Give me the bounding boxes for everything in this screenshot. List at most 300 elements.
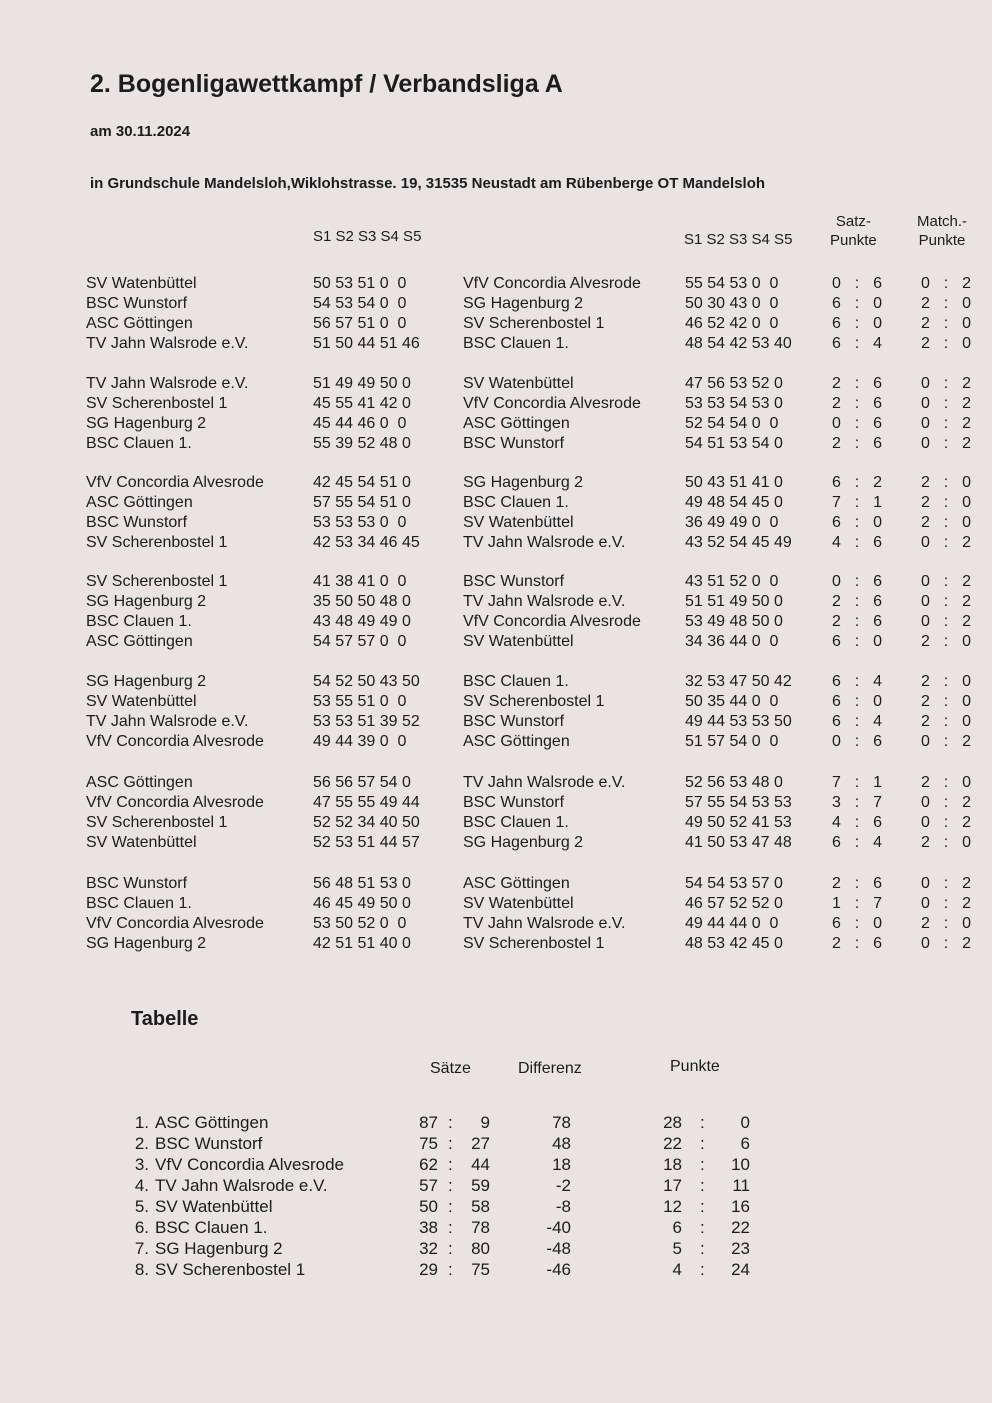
match-punkte-separator: : bbox=[943, 474, 949, 491]
away-team: BSC Clauen 1. bbox=[463, 494, 569, 511]
match-punkte-separator: : bbox=[943, 895, 949, 912]
satz-punkte bbox=[832, 633, 882, 651]
satz-punkte bbox=[832, 895, 882, 913]
match-row bbox=[0, 935, 992, 955]
satz-punkte-away: 6 bbox=[873, 395, 882, 412]
match-punkte-away: 0 bbox=[962, 633, 971, 650]
satz-punkte-home: 6 bbox=[832, 834, 841, 851]
home-team: TV Jahn Walsrode e.V. bbox=[86, 375, 249, 392]
match-punkte-separator: : bbox=[943, 593, 949, 610]
satz-punkte-away: 6 bbox=[873, 375, 882, 392]
match-punkte bbox=[921, 895, 971, 913]
match-punkte-home: 2 bbox=[921, 693, 930, 710]
away-team: SV Scherenbostel 1 bbox=[463, 693, 605, 710]
saetze-lost: 44 bbox=[471, 1155, 490, 1174]
away-set-scores: 52 54 54 0 0 bbox=[685, 415, 779, 432]
saetze-separator: : bbox=[448, 1176, 453, 1195]
saetze-lost: 78 bbox=[471, 1218, 490, 1237]
away-set-scores: 36 49 49 0 0 bbox=[685, 514, 779, 531]
match-row bbox=[0, 534, 992, 554]
satz-punkte-away: 1 bbox=[873, 494, 882, 511]
match-punkte-home: 0 bbox=[921, 935, 930, 952]
satz-punkte-separator: : bbox=[854, 875, 860, 892]
away-set-scores: 48 53 42 45 0 bbox=[685, 935, 783, 952]
satz-punkte bbox=[832, 774, 882, 792]
match-punkte-away: 0 bbox=[962, 713, 971, 730]
match-punkte-away: 2 bbox=[962, 534, 971, 551]
home-team: SV Watenbüttel bbox=[86, 275, 197, 292]
home-team: SG Hagenburg 2 bbox=[86, 935, 207, 952]
satz-punkte bbox=[832, 534, 882, 552]
away-set-scores: 46 52 42 0 0 bbox=[685, 315, 779, 332]
match-row bbox=[0, 814, 992, 834]
team-name: ASC Göttingen bbox=[155, 1113, 269, 1132]
team-name: BSC Wunstorf bbox=[155, 1134, 263, 1153]
punkte-lost: 10 bbox=[731, 1155, 750, 1174]
match-row bbox=[0, 335, 992, 355]
saetze-won: 38 bbox=[419, 1218, 438, 1237]
match-row bbox=[0, 733, 992, 753]
match-punkte-separator: : bbox=[943, 713, 949, 730]
match-punkte-away: 0 bbox=[962, 315, 971, 332]
satz-punkte bbox=[832, 275, 882, 293]
home-team: ASC Göttingen bbox=[86, 315, 193, 332]
match-punkte-separator: : bbox=[943, 915, 949, 932]
match-punkte-home: 2 bbox=[921, 335, 930, 352]
match-punkte-separator: : bbox=[943, 693, 949, 710]
satz-punkte-separator: : bbox=[854, 774, 860, 791]
differenz: -8 bbox=[555, 1197, 571, 1216]
match-punkte-home: 0 bbox=[921, 375, 930, 392]
home-team: BSC Wunstorf bbox=[86, 295, 188, 312]
satz-punkte-separator: : bbox=[854, 794, 860, 811]
home-set-scores: 35 50 50 48 0 bbox=[313, 593, 411, 610]
satz-punkte bbox=[832, 875, 882, 893]
home-team: VfV Concordia Alvesrode bbox=[86, 794, 264, 811]
match-punkte-separator: : bbox=[943, 534, 949, 551]
standings-row bbox=[0, 1218, 992, 1239]
match-punkte bbox=[921, 834, 971, 852]
differenz: -48 bbox=[546, 1239, 571, 1258]
satz-punkte-away: 4 bbox=[873, 673, 882, 690]
satz-punkte-away: 7 bbox=[873, 895, 882, 912]
satz-punkte bbox=[832, 335, 882, 353]
match-punkte bbox=[921, 733, 971, 751]
punkte-separator: : bbox=[700, 1155, 705, 1174]
home-set-scores: 41 38 41 0 0 bbox=[313, 573, 407, 590]
satz-punkte-home: 3 bbox=[832, 794, 841, 811]
home-set-scores: 53 50 52 0 0 bbox=[313, 915, 407, 932]
match-row bbox=[0, 275, 992, 295]
differenz: -40 bbox=[546, 1218, 571, 1237]
punkte-lost: 11 bbox=[732, 1176, 750, 1195]
match-punkte-away: 2 bbox=[962, 814, 971, 831]
match-punkte-home: 2 bbox=[921, 295, 930, 312]
satz-punkte bbox=[832, 794, 882, 812]
away-set-scores: 34 36 44 0 0 bbox=[685, 633, 779, 650]
match-punkte-home: 2 bbox=[921, 774, 930, 791]
punkte-separator: : bbox=[700, 1239, 705, 1258]
satz-punkte-separator: : bbox=[854, 295, 860, 312]
match-punkte-home: 2 bbox=[921, 494, 930, 511]
match-punkte-away: 0 bbox=[962, 514, 971, 531]
standings-row bbox=[0, 1260, 992, 1281]
away-set-scores: 53 49 48 50 0 bbox=[685, 613, 783, 630]
match-punkte-separator: : bbox=[943, 613, 949, 630]
home-set-scores: 55 39 52 48 0 bbox=[313, 435, 411, 452]
satz-punkte-home: 6 bbox=[832, 633, 841, 650]
away-set-scores: 49 48 54 45 0 bbox=[685, 494, 783, 511]
match-punkte-home: 0 bbox=[921, 435, 930, 452]
match-row bbox=[0, 573, 992, 593]
match-punkte bbox=[921, 794, 971, 812]
punkte-lost: 6 bbox=[740, 1134, 750, 1153]
punkte-won: 17 bbox=[663, 1176, 682, 1195]
punkte-won: 5 bbox=[672, 1239, 682, 1258]
satz-punkte-separator: : bbox=[854, 834, 860, 851]
saetze-won: 32 bbox=[419, 1239, 438, 1258]
punkte-won: 28 bbox=[663, 1113, 682, 1132]
match-punkte bbox=[921, 774, 971, 792]
match-punkte bbox=[921, 613, 971, 631]
satz-punkte-separator: : bbox=[854, 275, 860, 292]
home-team: ASC Göttingen bbox=[86, 494, 193, 511]
satz-punkte-separator: : bbox=[854, 733, 860, 750]
match-row bbox=[0, 435, 992, 455]
satz-punkte-separator: : bbox=[854, 935, 860, 952]
satz-punkte bbox=[832, 395, 882, 413]
match-punkte-away: 2 bbox=[962, 895, 971, 912]
away-team: SG Hagenburg 2 bbox=[463, 834, 584, 851]
match-punkte-home: 0 bbox=[921, 395, 930, 412]
match-punkte-separator: : bbox=[943, 814, 949, 831]
satz-punkte-separator: : bbox=[854, 514, 860, 531]
differenz: -2 bbox=[555, 1176, 571, 1195]
match-punkte bbox=[921, 573, 971, 591]
match-punkte-header-line2: Punkte bbox=[918, 232, 966, 249]
satz-punkte-home: 2 bbox=[832, 395, 841, 412]
match-row bbox=[0, 415, 992, 435]
satz-punkte-separator: : bbox=[854, 415, 860, 432]
satz-punkte-home: 4 bbox=[832, 814, 841, 831]
home-set-scores: 42 51 51 40 0 bbox=[313, 935, 411, 952]
away-set-scores: 43 51 52 0 0 bbox=[685, 573, 779, 590]
match-row bbox=[0, 494, 992, 514]
match-row bbox=[0, 395, 992, 415]
away-team: BSC Wunstorf bbox=[463, 713, 565, 730]
document-title: 2. Bogenligawettkampf / Verbandsliga A bbox=[90, 70, 563, 98]
match-punkte-away: 2 bbox=[962, 415, 971, 432]
match-row bbox=[0, 474, 992, 494]
standings-row bbox=[0, 1134, 992, 1155]
match-row bbox=[0, 713, 992, 733]
away-team: ASC Göttingen bbox=[463, 875, 570, 892]
saetze-lost: 59 bbox=[471, 1176, 490, 1195]
match-row bbox=[0, 295, 992, 315]
match-punkte-home: 0 bbox=[921, 573, 930, 590]
standings-row bbox=[0, 1197, 992, 1218]
match-row bbox=[0, 895, 992, 915]
match-punkte bbox=[921, 335, 971, 353]
home-team: SG Hagenburg 2 bbox=[86, 593, 207, 610]
satz-punkte-separator: : bbox=[854, 593, 860, 610]
satz-punkte-away: 6 bbox=[873, 935, 882, 952]
away-team: BSC Clauen 1. bbox=[463, 673, 569, 690]
satz-punkte-home: 7 bbox=[832, 774, 841, 791]
satz-punkte-separator: : bbox=[854, 613, 860, 630]
match-punkte-home: 0 bbox=[921, 794, 930, 811]
match-punkte bbox=[921, 875, 971, 893]
satz-punkte-away: 2 bbox=[873, 474, 882, 491]
match-punkte-away: 0 bbox=[962, 774, 971, 791]
saetze-lost: 9 bbox=[480, 1113, 490, 1132]
satz-punkte-separator: : bbox=[854, 335, 860, 352]
match-punkte-separator: : bbox=[943, 395, 949, 412]
away-set-scores: 43 52 54 45 49 bbox=[685, 534, 792, 551]
punkte-separator: : bbox=[700, 1260, 705, 1279]
away-set-scores: 47 56 53 52 0 bbox=[685, 375, 783, 392]
punkte-lost: 22 bbox=[731, 1218, 750, 1237]
satz-punkte-home: 2 bbox=[832, 435, 841, 452]
satz-punkte bbox=[832, 514, 882, 532]
match-punkte-separator: : bbox=[943, 275, 949, 292]
satz-punkte-home: 6 bbox=[832, 713, 841, 730]
saetze-lost: 58 bbox=[471, 1197, 490, 1216]
rank: 4. bbox=[134, 1176, 149, 1195]
satz-punkte-away: 6 bbox=[873, 613, 882, 630]
away-set-scores: 51 51 49 50 0 bbox=[685, 593, 783, 610]
match-punkte-away: 2 bbox=[962, 395, 971, 412]
standings-row bbox=[0, 1155, 992, 1176]
satz-punkte-away: 0 bbox=[873, 295, 882, 312]
satz-punkte-separator: : bbox=[854, 474, 860, 491]
away-team: SV Watenbüttel bbox=[463, 895, 574, 912]
home-set-scores: 53 53 51 39 52 bbox=[313, 713, 420, 730]
match-punkte-home: 2 bbox=[921, 315, 930, 332]
match-punkte bbox=[921, 275, 971, 293]
saetze-separator: : bbox=[448, 1134, 453, 1153]
satz-punkte bbox=[832, 295, 882, 313]
match-punkte-separator: : bbox=[943, 794, 949, 811]
match-punkte-away: 0 bbox=[962, 335, 971, 352]
away-team: TV Jahn Walsrode e.V. bbox=[463, 534, 626, 551]
satz-punkte-separator: : bbox=[854, 534, 860, 551]
match-punkte-home: 0 bbox=[921, 275, 930, 292]
match-punkte bbox=[921, 814, 971, 832]
satz-punkte bbox=[832, 915, 882, 933]
saetze-won: 87 bbox=[419, 1113, 438, 1132]
satz-punkte bbox=[832, 613, 882, 631]
home-set-scores: 50 53 51 0 0 bbox=[313, 275, 407, 292]
satz-punkte-home: 0 bbox=[832, 573, 841, 590]
match-punkte-separator: : bbox=[943, 514, 949, 531]
home-team: BSC Clauen 1. bbox=[86, 895, 192, 912]
match-punkte bbox=[921, 315, 971, 333]
rank: 7. bbox=[134, 1239, 149, 1258]
satz-punkte bbox=[832, 593, 882, 611]
home-team: ASC Göttingen bbox=[86, 774, 193, 791]
satz-punkte-home: 0 bbox=[832, 415, 841, 432]
satz-punkte-home: 7 bbox=[832, 494, 841, 511]
match-punkte bbox=[921, 633, 971, 651]
satz-punkte-away: 7 bbox=[873, 794, 882, 811]
satz-punkte bbox=[832, 315, 882, 333]
saetze-won: 50 bbox=[419, 1197, 438, 1216]
saetze-separator: : bbox=[448, 1197, 453, 1216]
saetze-won: 75 bbox=[419, 1134, 438, 1153]
match-punkte bbox=[921, 494, 971, 512]
away-set-scores: 41 50 53 47 48 bbox=[685, 834, 792, 851]
match-punkte bbox=[921, 375, 971, 393]
away-team: SG Hagenburg 2 bbox=[463, 474, 584, 491]
team-name: TV Jahn Walsrode e.V. bbox=[155, 1176, 328, 1195]
match-punkte-separator: : bbox=[943, 633, 949, 650]
standings-row bbox=[0, 1239, 992, 1260]
match-punkte bbox=[921, 915, 971, 933]
home-team: BSC Wunstorf bbox=[86, 514, 188, 531]
match-punkte-separator: : bbox=[943, 774, 949, 791]
satz-punkte-home: 6 bbox=[832, 673, 841, 690]
punkte-won: 12 bbox=[663, 1197, 682, 1216]
match-punkte-home: 2 bbox=[921, 673, 930, 690]
away-set-scores: 54 51 53 54 0 bbox=[685, 435, 783, 452]
rank: 8. bbox=[134, 1260, 149, 1279]
satz-punkte-separator: : bbox=[854, 375, 860, 392]
match-punkte-away: 0 bbox=[962, 494, 971, 511]
away-set-scores: 55 54 53 0 0 bbox=[685, 275, 779, 292]
match-row bbox=[0, 613, 992, 633]
satz-punkte-away: 6 bbox=[873, 435, 882, 452]
rank: 6. bbox=[134, 1218, 149, 1237]
match-punkte-home: 0 bbox=[921, 814, 930, 831]
satz-punkte-home: 1 bbox=[832, 895, 841, 912]
match-row bbox=[0, 673, 992, 693]
satz-punkte bbox=[832, 494, 882, 512]
away-team: TV Jahn Walsrode e.V. bbox=[463, 915, 626, 932]
match-punkte-away: 0 bbox=[962, 295, 971, 312]
home-set-scores: 47 55 55 49 44 bbox=[313, 794, 420, 811]
match-punkte-separator: : bbox=[943, 415, 949, 432]
match-punkte-away: 0 bbox=[962, 474, 971, 491]
match-punkte bbox=[921, 593, 971, 611]
satz-punkte-home: 6 bbox=[832, 295, 841, 312]
satz-punkte-separator: : bbox=[854, 713, 860, 730]
satz-punkte-home: 6 bbox=[832, 315, 841, 332]
match-punkte bbox=[921, 935, 971, 953]
home-set-scores: 43 48 49 49 0 bbox=[313, 613, 411, 630]
saetze-lost: 75 bbox=[471, 1260, 490, 1279]
satz-punkte-away: 6 bbox=[873, 573, 882, 590]
match-punkte-separator: : bbox=[943, 935, 949, 952]
away-set-scores: 53 53 54 53 0 bbox=[685, 395, 783, 412]
home-team: SV Scherenbostel 1 bbox=[86, 814, 228, 831]
satz-punkte-home: 6 bbox=[832, 474, 841, 491]
match-punkte-home: 0 bbox=[921, 733, 930, 750]
punkte-lost: 16 bbox=[731, 1197, 750, 1216]
match-punkte-away: 2 bbox=[962, 573, 971, 590]
match-punkte bbox=[921, 435, 971, 453]
rank: 2. bbox=[134, 1134, 149, 1153]
satz-punkte-away: 6 bbox=[873, 275, 882, 292]
match-row bbox=[0, 875, 992, 895]
match-punkte bbox=[921, 514, 971, 532]
home-set-scores: 46 45 49 50 0 bbox=[313, 895, 411, 912]
match-punkte-home: 2 bbox=[921, 834, 930, 851]
match-punkte-home: 2 bbox=[921, 713, 930, 730]
standings-title: Tabelle bbox=[131, 1008, 199, 1030]
home-scores-header: S1 S2 S3 S4 S5 bbox=[313, 228, 422, 245]
away-set-scores: 51 57 54 0 0 bbox=[685, 733, 779, 750]
satz-punkte-away: 4 bbox=[873, 834, 882, 851]
punkte-lost: 23 bbox=[731, 1239, 750, 1258]
standings-row bbox=[0, 1113, 992, 1134]
satz-punkte-home: 6 bbox=[832, 915, 841, 932]
team-name: SV Scherenbostel 1 bbox=[155, 1260, 306, 1279]
saetze-separator: : bbox=[448, 1260, 453, 1279]
away-set-scores: 54 54 53 57 0 bbox=[685, 875, 783, 892]
home-team: VfV Concordia Alvesrode bbox=[86, 915, 264, 932]
away-team: BSC Wunstorf bbox=[463, 435, 565, 452]
match-row bbox=[0, 794, 992, 814]
match-punkte-away: 2 bbox=[962, 593, 971, 610]
punkte-separator: : bbox=[700, 1113, 705, 1132]
home-team: SV Scherenbostel 1 bbox=[86, 534, 228, 551]
match-punkte bbox=[921, 474, 971, 492]
satz-punkte-away: 6 bbox=[873, 415, 882, 432]
match-row bbox=[0, 693, 992, 713]
rank: 1. bbox=[134, 1113, 149, 1132]
match-punkte-header bbox=[917, 212, 967, 250]
match-punkte-home: 2 bbox=[921, 474, 930, 491]
satz-punkte-away: 0 bbox=[873, 693, 882, 710]
home-set-scores: 56 48 51 53 0 bbox=[313, 875, 411, 892]
satz-punkte-away: 4 bbox=[873, 335, 882, 352]
home-set-scores: 42 53 34 46 45 bbox=[313, 534, 420, 551]
satz-punkte-separator: : bbox=[854, 435, 860, 452]
match-punkte-away: 0 bbox=[962, 673, 971, 690]
satz-punkte-home: 2 bbox=[832, 935, 841, 952]
away-team: SV Watenbüttel bbox=[463, 375, 574, 392]
match-row bbox=[0, 593, 992, 613]
team-name: VfV Concordia Alvesrode bbox=[155, 1155, 344, 1174]
satz-punkte-away: 6 bbox=[873, 875, 882, 892]
away-team: VfV Concordia Alvesrode bbox=[463, 275, 641, 292]
saetze-won: 57 bbox=[419, 1176, 438, 1195]
home-set-scores: 51 50 44 51 46 bbox=[313, 335, 420, 352]
match-row bbox=[0, 633, 992, 653]
match-punkte-away: 2 bbox=[962, 275, 971, 292]
away-team: SV Scherenbostel 1 bbox=[463, 935, 605, 952]
match-punkte-away: 0 bbox=[962, 915, 971, 932]
satz-punkte-home: 2 bbox=[832, 613, 841, 630]
home-team: SV Scherenbostel 1 bbox=[86, 395, 228, 412]
satz-punkte-separator: : bbox=[854, 895, 860, 912]
home-set-scores: 51 49 49 50 0 bbox=[313, 375, 411, 392]
away-set-scores: 46 57 52 52 0 bbox=[685, 895, 783, 912]
event-date: am 30.11.2024 bbox=[90, 123, 191, 140]
away-team: BSC Wunstorf bbox=[463, 794, 565, 811]
home-set-scores: 52 52 34 40 50 bbox=[313, 814, 420, 831]
home-set-scores: 52 53 51 44 57 bbox=[313, 834, 420, 851]
home-set-scores: 45 44 46 0 0 bbox=[313, 415, 407, 432]
match-punkte-home: 0 bbox=[921, 895, 930, 912]
match-punkte-separator: : bbox=[943, 335, 949, 352]
home-team: BSC Wunstorf bbox=[86, 875, 188, 892]
match-punkte-away: 2 bbox=[962, 435, 971, 452]
satz-punkte-away: 6 bbox=[873, 733, 882, 750]
differenz: 48 bbox=[552, 1134, 571, 1153]
punkte-won: 22 bbox=[663, 1134, 682, 1153]
